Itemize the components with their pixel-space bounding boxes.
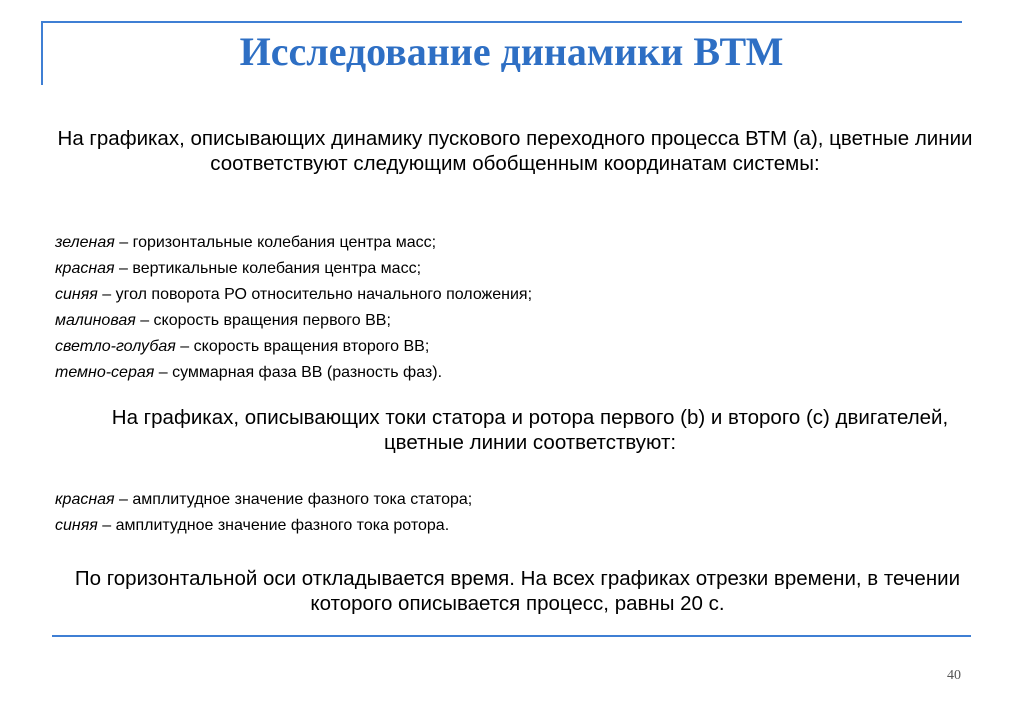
legend-text: – амплитудное значение фазного тока статора;: [114, 491, 473, 508]
list-item: [55, 256, 532, 282]
list-item: [55, 334, 532, 360]
legend-text: – скорость вращения первого ВВ;: [135, 312, 391, 329]
legend-color: светло-голубая: [55, 338, 176, 355]
frame-top-line: [41, 21, 962, 23]
conclusion-paragraph: По горизонтальной оси откладывается время. На всех графиках отрезки времени, в течении которого описывается процесс, равны 20 с.: [74, 567, 961, 615]
legend-color: красная: [55, 260, 115, 277]
currents-legend-list: [55, 487, 472, 539]
legend-text: – амплитудное значение фазного тока ротора.: [97, 517, 450, 534]
intro-paragraph-currents: На графиках, описывающих токи статора и ротора первого (b) и второго (с) двигателей, цветные линии соответствуют:: [111, 406, 949, 454]
legend-color: зеленая: [55, 234, 115, 251]
legend-text: – вертикальные колебания центра масс;: [114, 260, 422, 277]
list-item: [55, 487, 472, 513]
legend-color: синяя: [55, 286, 98, 303]
list-item: [55, 282, 532, 308]
legend-color: малиновая: [55, 312, 136, 329]
list-item: [55, 230, 532, 256]
legend-text: – горизонтальные колебания центра масс;: [114, 234, 437, 251]
intro-paragraph-dynamics: На графиках, описывающих динамику пускового переходного процесса ВТМ (а), цветные линии соответствуют следующим обобщенным координатам системы:: [57, 127, 973, 175]
legend-text: – угол поворота РО относительно начального положения;: [97, 286, 533, 303]
legend-color: темно-серая: [55, 364, 155, 381]
frame-bottom-line: [52, 635, 971, 637]
dynamics-legend-list: [55, 230, 532, 386]
page-number: 40: [947, 668, 961, 683]
slide-title: Исследование динамики ВТМ: [239, 29, 784, 74]
legend-text: – суммарная фаза ВВ (разность фаз).: [154, 364, 443, 381]
legend-color: синяя: [55, 517, 98, 534]
list-item: [55, 513, 472, 539]
list-item: [55, 308, 532, 334]
legend-color: красная: [55, 491, 115, 508]
list-item: [55, 360, 532, 386]
legend-text: – скорость вращения второго ВВ;: [175, 338, 430, 355]
